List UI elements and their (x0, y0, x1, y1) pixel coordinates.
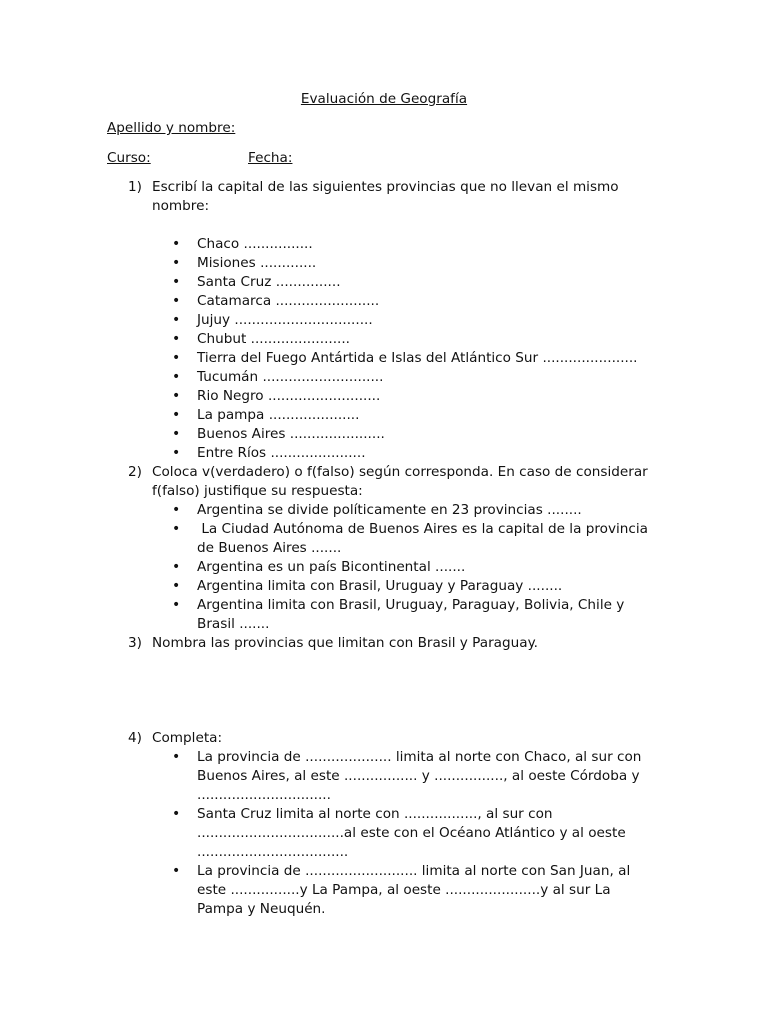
list-item: Argentina es un país Bicontinental ....... (197, 559, 466, 575)
list-item-continuation: este ................y La Pampa, al oeste ......................y al sur La (197, 882, 611, 898)
question-4-text: Completa: (152, 730, 223, 746)
list-item: Jujuy ................................ (197, 312, 373, 328)
list-item: La pampa ..................... (197, 407, 360, 423)
name-field-label: Apellido y nombre: (107, 120, 236, 136)
list-item-continuation: Pampa y Neuquén. (197, 901, 326, 917)
list-bullet: • (172, 331, 181, 347)
question-1-number: 1) (128, 179, 142, 195)
list-bullet: • (172, 350, 181, 366)
list-item-continuation: Brasil ....... (197, 616, 270, 632)
list-item: Santa Cruz ............... (197, 274, 341, 290)
list-bullet: • (172, 749, 181, 765)
list-item-continuation: ..................................al este con el Océano Atlántico y al oeste (197, 825, 626, 841)
list-bullet: • (172, 445, 181, 461)
question-1-text: Escribí la capital de las siguientes provincias que no llevan el mismo nombre: (152, 179, 619, 214)
list-item: Chubut ....................... (197, 331, 351, 347)
list-item: Argentina limita con Brasil, Uruguay, Paraguay, Bolivia, Chile y (197, 597, 625, 613)
question-2-number: 2) (128, 464, 142, 480)
question-4-number: 4) (128, 730, 142, 746)
list-item: La provincia de .......................... limita al norte con San Juan, al (197, 863, 631, 879)
list-item-continuation: Buenos Aires, al este ................. y ................, al oeste Córdoba y (197, 768, 640, 784)
list-item: Entre Ríos ...................... (197, 445, 366, 461)
list-item: Chaco ................ (197, 236, 313, 252)
list-item: La provincia de .................... limita al norte con Chaco, al sur con (197, 749, 642, 765)
question-3-text: Nombra las provincias que limitan con Brasil y Paraguay. (152, 635, 538, 651)
list-item: Santa Cruz limita al norte con ................., al sur con (197, 806, 553, 822)
list-bullet: • (172, 426, 181, 442)
list-bullet: • (172, 407, 181, 423)
list-bullet: • (172, 255, 181, 271)
list-item: Buenos Aires ...................... (197, 426, 385, 442)
list-item: Argentina se divide políticamente en 23 provincias ........ (197, 502, 582, 518)
list-item: Catamarca ........................ (197, 293, 380, 309)
list-bullet: • (172, 369, 181, 385)
list-item: Argentina limita con Brasil, Uruguay y Paraguay ........ (197, 578, 563, 594)
list-item: La Ciudad Autónoma de Buenos Aires es la capital de la provincia (197, 521, 648, 537)
list-bullet: • (172, 388, 181, 404)
list-bullet: • (172, 559, 181, 575)
list-bullet: • (172, 863, 181, 879)
list-bullet: • (172, 502, 181, 518)
list-bullet: • (172, 578, 181, 594)
list-bullet: • (172, 236, 181, 252)
list-item: Misiones ............. (197, 255, 317, 271)
date-field-label: Fecha: (248, 150, 293, 166)
list-item: Rio Negro .......................... (197, 388, 381, 404)
list-item-continuation: ................................... (197, 844, 349, 860)
list-bullet: • (172, 521, 181, 537)
list-bullet: • (172, 597, 181, 613)
list-item: Tierra del Fuego Antártida e Islas del Atlántico Sur ...................... (197, 350, 638, 366)
question-3-number: 3) (128, 635, 142, 651)
list-bullet: • (172, 806, 181, 822)
list-item-continuation: de Buenos Aires ....... (197, 540, 342, 556)
list-bullet: • (172, 274, 181, 290)
list-item: Tucumán ............................ (197, 369, 384, 385)
question-2-text: Coloca v(verdadero) o f(falso) según corresponda. En caso de considerar f(falso) justifique su respuesta: (152, 464, 648, 499)
title-text: Evaluación de Geografía (300, 91, 468, 107)
list-bullet: • (172, 312, 181, 328)
list-item-continuation: ............................... (197, 787, 331, 803)
list-bullet: • (172, 293, 181, 309)
document-title (0, 90, 768, 109)
course-field-label: Curso: (107, 150, 151, 166)
